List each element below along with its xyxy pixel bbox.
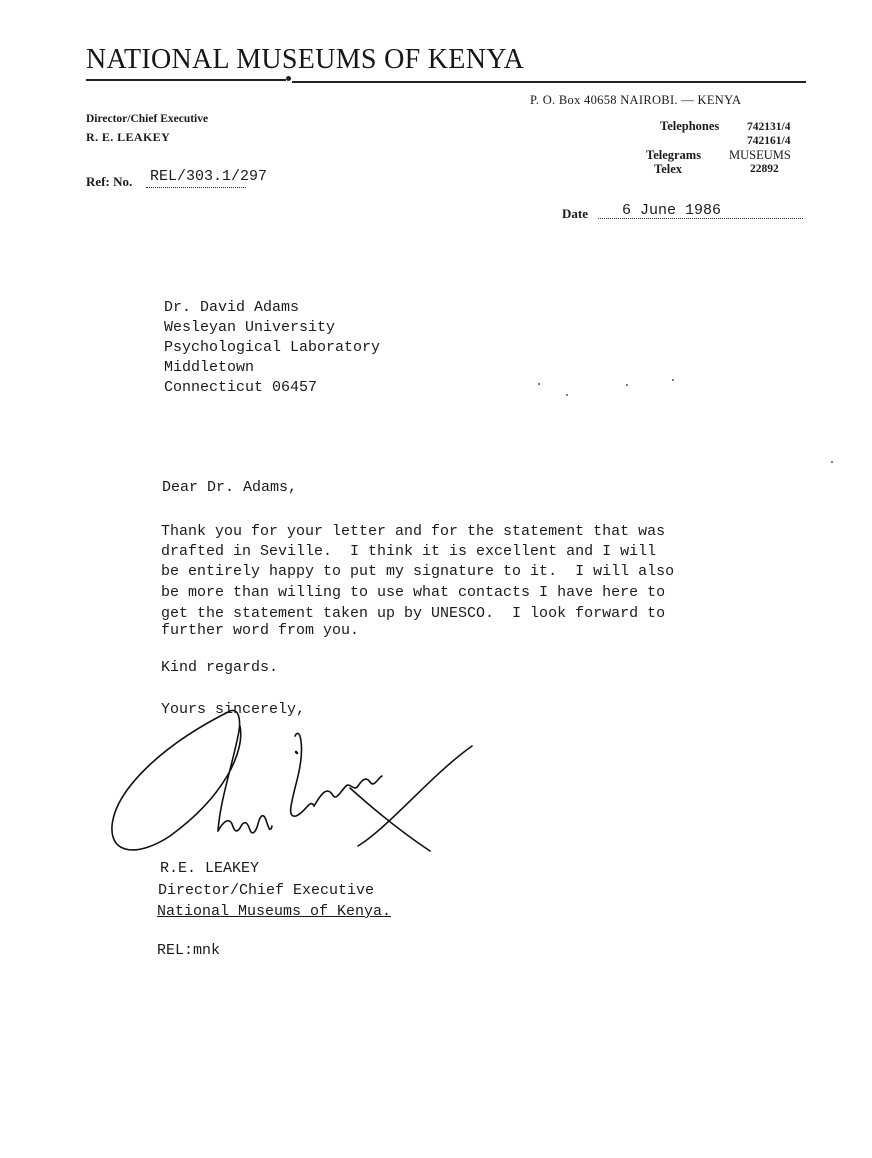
paper-speck	[626, 384, 628, 386]
handwritten-signature	[100, 706, 500, 866]
recipient-line: Wesleyan University	[164, 319, 336, 336]
reference-label: Ref: No.	[86, 174, 133, 189]
reference-underline	[146, 187, 246, 188]
paper-speck	[566, 394, 568, 396]
paper-speck	[538, 383, 540, 385]
body-line: be entirely happy to put my signature to it. I will also	[161, 563, 675, 580]
header-rule-dot	[286, 76, 291, 81]
signatory-name: R.E. LEAKEY	[160, 860, 260, 877]
telex-value: 22892	[750, 163, 779, 175]
director-name: R. E. LEAKEY	[86, 130, 171, 144]
signatory-title: Director/Chief Executive	[158, 882, 375, 899]
closing: Yours sincerely,	[161, 701, 306, 718]
body-line: get the statement taken up by UNESCO. I look forward to	[161, 605, 666, 622]
body-line: be more than willing to use what contacts I have here to	[161, 584, 666, 601]
telegrams-label: Telegrams	[646, 148, 702, 162]
recipient-line: Middletown	[164, 359, 255, 376]
date-label: Date	[562, 206, 588, 221]
postal-address: P. O. Box 40658 NAIROBI. — KENYA	[530, 93, 742, 107]
recipient-line: Psychological Laboratory	[164, 339, 381, 356]
body-line: drafted in Seville. I think it is excellent and I will	[161, 543, 657, 560]
telex-label: Telex	[654, 162, 683, 176]
recipient-line: Connecticut 06457	[164, 379, 318, 396]
salutation: Dear Dr. Adams,	[162, 479, 298, 496]
telegrams-value: MUSEUMS	[729, 148, 791, 162]
body-line: Thank you for your letter and for the statement that was	[161, 523, 666, 540]
recipient-line: Dr. David Adams	[164, 299, 300, 316]
telephone-number: 742161/4	[747, 135, 791, 147]
regards: Kind regards.	[161, 659, 279, 676]
telephones-label: Telephones	[660, 119, 720, 133]
telephone-number: 742131/4	[747, 121, 791, 133]
header-rule	[292, 81, 806, 83]
paper-speck	[672, 379, 674, 381]
signatory-organization: National Museums of Kenya.	[157, 903, 392, 920]
reference-number: REL/303.1/297	[150, 168, 268, 185]
organization-title: NATIONAL MUSEUMS OF KENYA	[86, 44, 525, 75]
date-value: 6 June 1986	[622, 202, 722, 219]
header-rule	[86, 79, 286, 81]
body-line: further word from you.	[161, 622, 360, 639]
reference-initials: REL:mnk	[157, 942, 221, 959]
paper-speck	[831, 461, 833, 463]
director-label: Director/Chief Executive	[86, 113, 209, 125]
